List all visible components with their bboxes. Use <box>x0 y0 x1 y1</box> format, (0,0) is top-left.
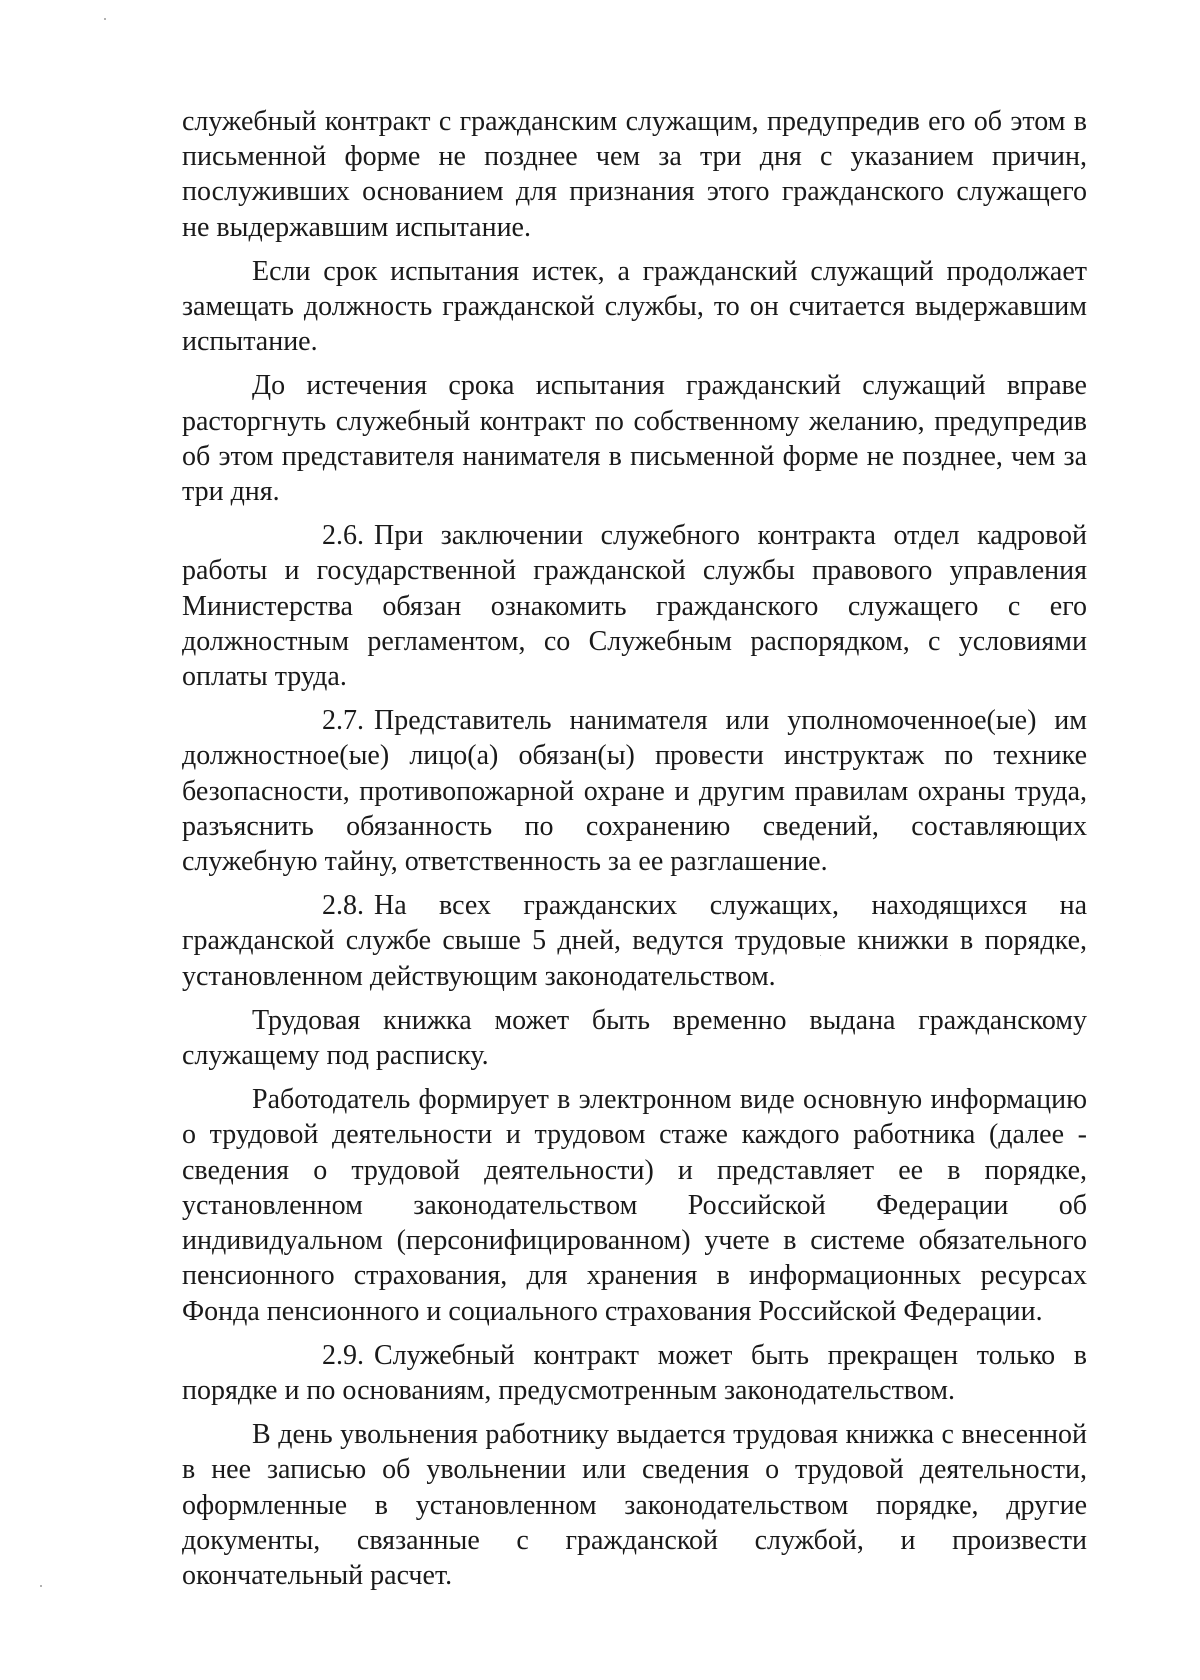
scan-speck <box>40 1585 42 1587</box>
clause-2-8 <box>182 888 1087 994</box>
paragraph-text: Если срок испытания истек, а гражданский служащий продолжает замещать должность гражданской службы, то он считается выдержавшим испытание. <box>182 255 1087 358</box>
paragraph-text: До истечения срока испытания гражданский служащий вправе расторгнуть служебный контракт по собственному желанию, предупредив об этом представителя нанимателя в письменной форме не позднее, чем за три дня. <box>182 370 1087 508</box>
clause-2-6 <box>182 518 1087 694</box>
document-body <box>182 104 1087 1602</box>
clause-text: На всех гражданских служащих, находящихся на гражданской службе свыше 5 дней, ведутся трудовые книжки в порядке, установленном действующим законодательством. <box>182 890 1087 992</box>
clause-text: При заключении служебного контракта отдел кадровой работы и государственной гражданской службы правового управления Министерства обязан ознакомить гражданского служащего с его должностным регламентом, со Служебным распорядком, с условиями оплаты труда. <box>182 520 1087 693</box>
clause-number: 2.8. <box>322 890 364 922</box>
scan-speck <box>104 18 106 20</box>
paragraph-text: В день увольнения работнику выдается трудовая книжка с внесенной в нее записью об увольнении или сведения о трудовой деятельности, оформленные в установленном законодательством порядке, другие документы, связанные с гражданской службой, и произвести окончательный расчет. <box>182 1419 1087 1591</box>
clause-number: 2.7. <box>322 705 364 737</box>
clause-2-7 <box>182 703 1087 879</box>
paragraph-dismissal-day <box>182 1417 1087 1593</box>
clause-text: Служебный контракт может быть прекращен только в порядке и по основаниям, предусмотренным законодательством. <box>182 1339 1087 1406</box>
clause-number: 2.9. <box>322 1339 364 1371</box>
paragraph-text: Работодатель формирует в электронном виде основную информацию о трудовой деятельности и трудовом стаже каждого работника (далее - сведения о трудовой деятельности) и представляет ее в порядке, установленном законодательством Российской Федерации об индивидуальном (персонифицированном) учете в системе обязательного пенсионного страхования, для хранения в информационных ресурсах Фонда пенсионного и социального страхования Российской Федерации. <box>182 1084 1087 1327</box>
paragraph-electronic-records <box>182 1082 1087 1328</box>
clause-2-9 <box>182 1338 1087 1408</box>
paragraph-continuation <box>182 104 1087 245</box>
clause-text: Представитель нанимателя или уполномоченное(ые) им должностное(ые) лицо(а) обязан(ы) провести инструктаж по технике безопасности, противопожарной охране и другим правилам охраны труда, разъяснить обязанность по сохранению сведений, составляющих служебную тайну, ответственность за ее разглашение. <box>182 705 1087 878</box>
paragraph-text: служебный контракт с гражданским служащим, предупредив его об этом в письменной форме не позднее чем за три дня с указанием причин, послуживших основанием для признания этого гражданского служащего не выдержавшим испытание. <box>182 106 1087 243</box>
paragraph-probation-expired <box>182 254 1087 360</box>
paragraph-text: Трудовая книжка может быть временно выдана гражданскому служащему под расписку. <box>182 1004 1087 1072</box>
paragraph-early-termination <box>182 368 1087 509</box>
paragraph-work-book <box>182 1003 1087 1073</box>
clause-number: 2.6. <box>322 520 364 552</box>
